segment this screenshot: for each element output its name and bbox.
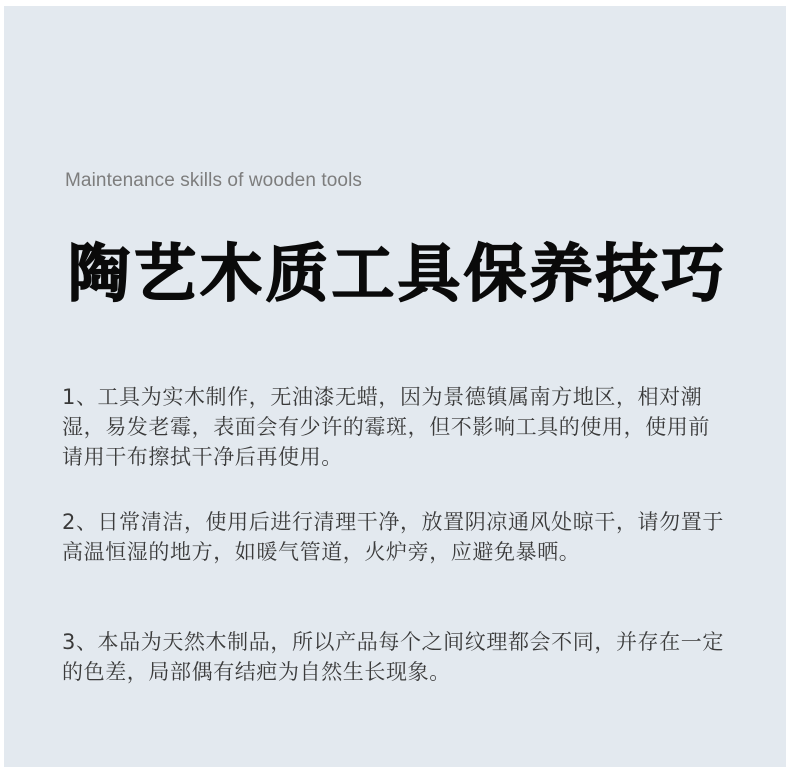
english-subtitle: Maintenance skills of wooden tools (65, 170, 363, 191)
page-panel (4, 6, 786, 767)
maintenance-tip-2: 2、日常清洁，使用后进行清理干净，放置阴凉通风处晾干，请勿置于高温恒湿的地方，如暖气管道，火炉旁，应避免暴晒。 (62, 510, 724, 564)
maintenance-tip-3: 3、本品为天然木制品，所以产品每个之间纹理都会不同，并存在一定的色差，局部偶有结疤为自然生长现象。 (62, 630, 724, 684)
maintenance-tip-1: 1、工具为实木制作，无油漆无蜡，因为景德镇属南方地区，相对潮湿，易发老霉，表面会有少许的霉斑，但不影响工具的使用，使用前请用干布擦拭干净后再使用。 (62, 385, 710, 469)
page-title: 陶艺木质工具保养技巧 (68, 237, 729, 310)
